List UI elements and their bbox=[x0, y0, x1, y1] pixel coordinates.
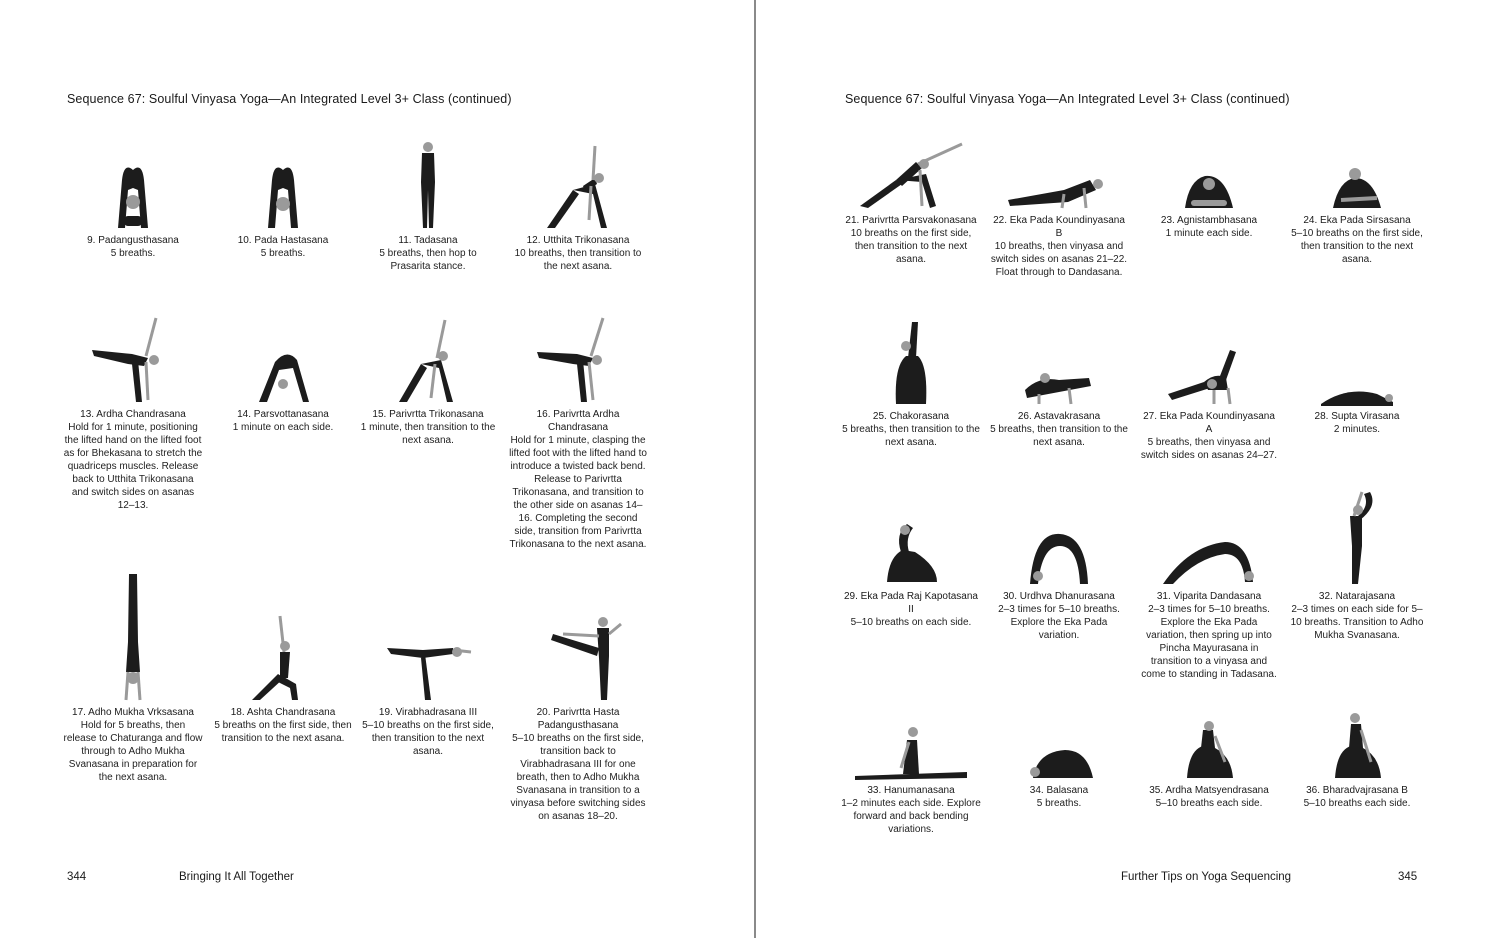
pose-card bbox=[358, 304, 498, 447]
pose-name: 19. Virabhadrasana III bbox=[378, 707, 478, 718]
pose-card bbox=[1287, 486, 1427, 642]
pose-name: 14. Parsvottanasana bbox=[237, 409, 329, 420]
pose-card bbox=[841, 680, 981, 836]
pose-name: 29. Eka Pada Raj Kapotasana II bbox=[844, 591, 978, 615]
dancer-figure-icon bbox=[1287, 486, 1427, 586]
pose-card bbox=[63, 304, 203, 512]
pose-note: 5–10 breaths on each side. bbox=[850, 617, 972, 628]
pose-note: 5–10 breaths each side. bbox=[1303, 798, 1411, 809]
pose-name: 21. Parivrtta Parsvakonasana bbox=[845, 215, 977, 226]
pose-name: 17. Adho Mukha Vrksasana bbox=[72, 707, 194, 718]
pose-card bbox=[508, 130, 648, 273]
pose-card bbox=[508, 304, 648, 551]
pose-name: 9. Padangusthasana bbox=[87, 235, 179, 246]
pose-card bbox=[1139, 110, 1279, 240]
pose-note: 5–10 breaths on the first side, then transition to the next asana. bbox=[1291, 228, 1423, 265]
pose-note: 5 breaths, then transition to the next asana. bbox=[990, 424, 1128, 448]
pose-name: 10. Pada Hastasana bbox=[237, 235, 329, 246]
triangle-figure-icon bbox=[508, 130, 648, 230]
reclining-figure-icon bbox=[1287, 306, 1427, 406]
pose-name: 26. Astavakrasana bbox=[1017, 411, 1101, 422]
forward-fold-figure-icon bbox=[213, 304, 353, 404]
half-moon-figure-icon bbox=[508, 304, 648, 404]
pose-name: 32. Natarajasana bbox=[1318, 591, 1396, 602]
pose-card bbox=[63, 566, 203, 784]
pose-card bbox=[989, 306, 1129, 449]
pose-name: 24. Eka Pada Sirsasana bbox=[1303, 215, 1411, 226]
arm-balance-figure-icon bbox=[1139, 306, 1279, 406]
triangle-figure-icon bbox=[358, 304, 498, 404]
pose-card bbox=[508, 602, 648, 823]
pose-note: 1–2 minutes each side. Explore forward and back bending variations. bbox=[841, 798, 981, 835]
seated-fold-figure-icon bbox=[1139, 110, 1279, 210]
half-moon-figure-icon bbox=[63, 304, 203, 404]
pose-card bbox=[1287, 680, 1427, 810]
seated-twist-figure-icon bbox=[1139, 680, 1279, 780]
seated-fold-figure-icon bbox=[1287, 110, 1427, 210]
pose-card bbox=[358, 130, 498, 273]
pose-note: Hold for 1 minute, positioning the lifted hand on the lifted foot as for Bhekasana to stretch the quadriceps muscles. Release back to Utthita Trikonasana and switch sides on asanas 12–13. bbox=[63, 422, 203, 511]
pose-card bbox=[1287, 110, 1427, 266]
wheel-figure-icon bbox=[989, 486, 1129, 586]
pose-name: 22. Eka Pada Koundinyasana B bbox=[993, 215, 1125, 239]
pose-name: 15. Parivrtta Trikonasana bbox=[372, 409, 484, 420]
pose-name: 11. Tadasana bbox=[398, 235, 458, 246]
pose-name: 13. Ardha Chandrasana bbox=[80, 409, 186, 420]
page-title: Sequence 67: Soulful Vinyasa Yoga—An Integrated Level 3+ Class (continued) bbox=[845, 92, 1290, 106]
pose-note: 5–10 breaths on the first side, then transition to the next asana. bbox=[362, 720, 494, 757]
pose-note: 5 breaths. bbox=[1036, 798, 1082, 809]
pose-card bbox=[1139, 486, 1279, 681]
standing-figure-icon bbox=[358, 130, 498, 230]
pose-name: 34. Balasana bbox=[1029, 785, 1089, 796]
pose-note: 2–3 times for 5–10 breaths. Explore the Eka Pada variation, then spring up into Pincha Mayurasana in transition to a vinyasa and come to standing in Tadasana. bbox=[1141, 604, 1277, 680]
pose-note: 1 minute on each side. bbox=[232, 422, 334, 433]
forward-fold-figure-icon bbox=[213, 130, 353, 230]
pose-note: 5–10 breaths on the first side, transition back to Virabhadrasana III for one breath, then to Adho Mukha Svanasana in transition to a vinyasa before switching sides on asanas 18–20. bbox=[510, 733, 646, 822]
pose-card bbox=[989, 486, 1129, 642]
pose-card bbox=[841, 306, 981, 449]
pose-note: 10 breaths, then vinyasa and switch sides on asanas 21–22. Float through to Dandasana. bbox=[990, 241, 1128, 278]
pose-note: Hold for 5 breaths, then release to Chaturanga and flow through to Adho Mukha Svanasana in preparation for the next asana. bbox=[63, 720, 203, 783]
pose-name: 31. Viparita Dandasana bbox=[1156, 591, 1262, 602]
childs-pose-figure-icon bbox=[989, 680, 1129, 780]
pose-note: 5 breaths, then vinyasa and switch sides on asanas 24–27. bbox=[1140, 437, 1278, 461]
pose-card bbox=[989, 110, 1129, 279]
pose-name: 35. Ardha Matsyendrasana bbox=[1149, 785, 1269, 796]
pose-note: 2–3 times on each side for 5–10 breaths. Transition to Adho Mukha Svanasana. bbox=[1290, 604, 1424, 641]
pose-name: 18. Ashta Chandrasana bbox=[230, 707, 336, 718]
pose-card bbox=[1139, 306, 1279, 462]
side-angle-figure-icon bbox=[841, 110, 981, 210]
pose-note: 2 minutes. bbox=[1333, 424, 1381, 435]
pose-note: 5 breaths, then transition to the next asana. bbox=[842, 424, 980, 448]
pigeon-figure-icon bbox=[841, 486, 981, 586]
pose-name: 20. Parivrtta Hasta Padangusthasana bbox=[536, 707, 620, 731]
seated-twist-figure-icon bbox=[1287, 680, 1427, 780]
arm-balance-figure-icon bbox=[989, 110, 1129, 210]
pose-card bbox=[1287, 306, 1427, 436]
pose-name: 33. Hanumanasana bbox=[867, 785, 955, 796]
pose-note: 2–3 times for 5–10 breaths. Explore the Eka Pada variation. bbox=[998, 604, 1120, 641]
lunge-figure-icon bbox=[213, 602, 353, 702]
pose-name: 27. Eka Pada Koundinyasana A bbox=[1143, 411, 1275, 435]
arm-balance-figure-icon bbox=[989, 306, 1129, 406]
pose-note: 5–10 breaths each side. bbox=[1155, 798, 1263, 809]
forward-fold-figure-icon bbox=[63, 130, 203, 230]
pose-name: 25. Chakorasana bbox=[872, 411, 950, 422]
pose-card bbox=[63, 130, 203, 260]
pose-note: 10 breaths, then transition to the next asana. bbox=[514, 248, 642, 272]
pose-note: 5 breaths on the first side, then transition to the next asana. bbox=[214, 720, 352, 744]
pose-note: 5 breaths. bbox=[260, 248, 306, 259]
pose-note: 1 minute, then transition to the next asana. bbox=[360, 422, 496, 446]
pose-card bbox=[358, 602, 498, 758]
pose-card bbox=[213, 304, 353, 434]
right-page bbox=[756, 0, 1500, 938]
wheel-figure-icon bbox=[1139, 486, 1279, 586]
page-number: 344 bbox=[67, 871, 87, 883]
splits-figure-icon bbox=[841, 680, 981, 780]
pose-name: 12. Utthita Trikonasana bbox=[526, 235, 630, 246]
seated-leg-up-figure-icon bbox=[841, 306, 981, 406]
running-footer: Bringing It All Together bbox=[179, 871, 294, 883]
handstand-figure-icon bbox=[63, 566, 203, 702]
pose-name: 36. Bharadvajrasana B bbox=[1306, 785, 1408, 796]
pose-note: 10 breaths on the first side, then transition to the next asana. bbox=[850, 228, 972, 265]
pose-note: 5 breaths. bbox=[110, 248, 156, 259]
running-footer: Further Tips on Yoga Sequencing bbox=[1121, 871, 1292, 883]
pose-card bbox=[841, 486, 981, 629]
page-title: Sequence 67: Soulful Vinyasa Yoga—An Integrated Level 3+ Class (continued) bbox=[67, 92, 512, 106]
warrior-three-figure-icon bbox=[358, 602, 498, 702]
pose-name: 28. Supta Virasana bbox=[1314, 411, 1400, 422]
pose-note: 1 minute each side. bbox=[1165, 228, 1253, 239]
pose-name: 23. Agnistambhasana bbox=[1160, 215, 1258, 226]
pose-card bbox=[1139, 680, 1279, 810]
pose-card bbox=[213, 130, 353, 260]
pose-name: 30. Urdhva Dhanurasana bbox=[1003, 591, 1115, 602]
pose-name: 16. Parivrtta Ardha Chandrasana bbox=[536, 409, 620, 433]
pose-note: Hold for 1 minute, clasping the lifted foot with the lifted hand to introduce a twisted back bend. Release to Parivrtta Trikonasana, and transition to the other side on asanas 14–16. Completing the second side, transition from Parivrtta Trikonasana to the next asana. bbox=[509, 435, 647, 550]
standing-leg-extension-figure-icon bbox=[508, 602, 648, 702]
pose-card bbox=[989, 680, 1129, 810]
pose-card bbox=[213, 602, 353, 745]
pose-card bbox=[841, 110, 981, 266]
page-number: 345 bbox=[1398, 871, 1418, 883]
pose-note: 5 breaths, then hop to Prasarita stance. bbox=[379, 248, 477, 272]
